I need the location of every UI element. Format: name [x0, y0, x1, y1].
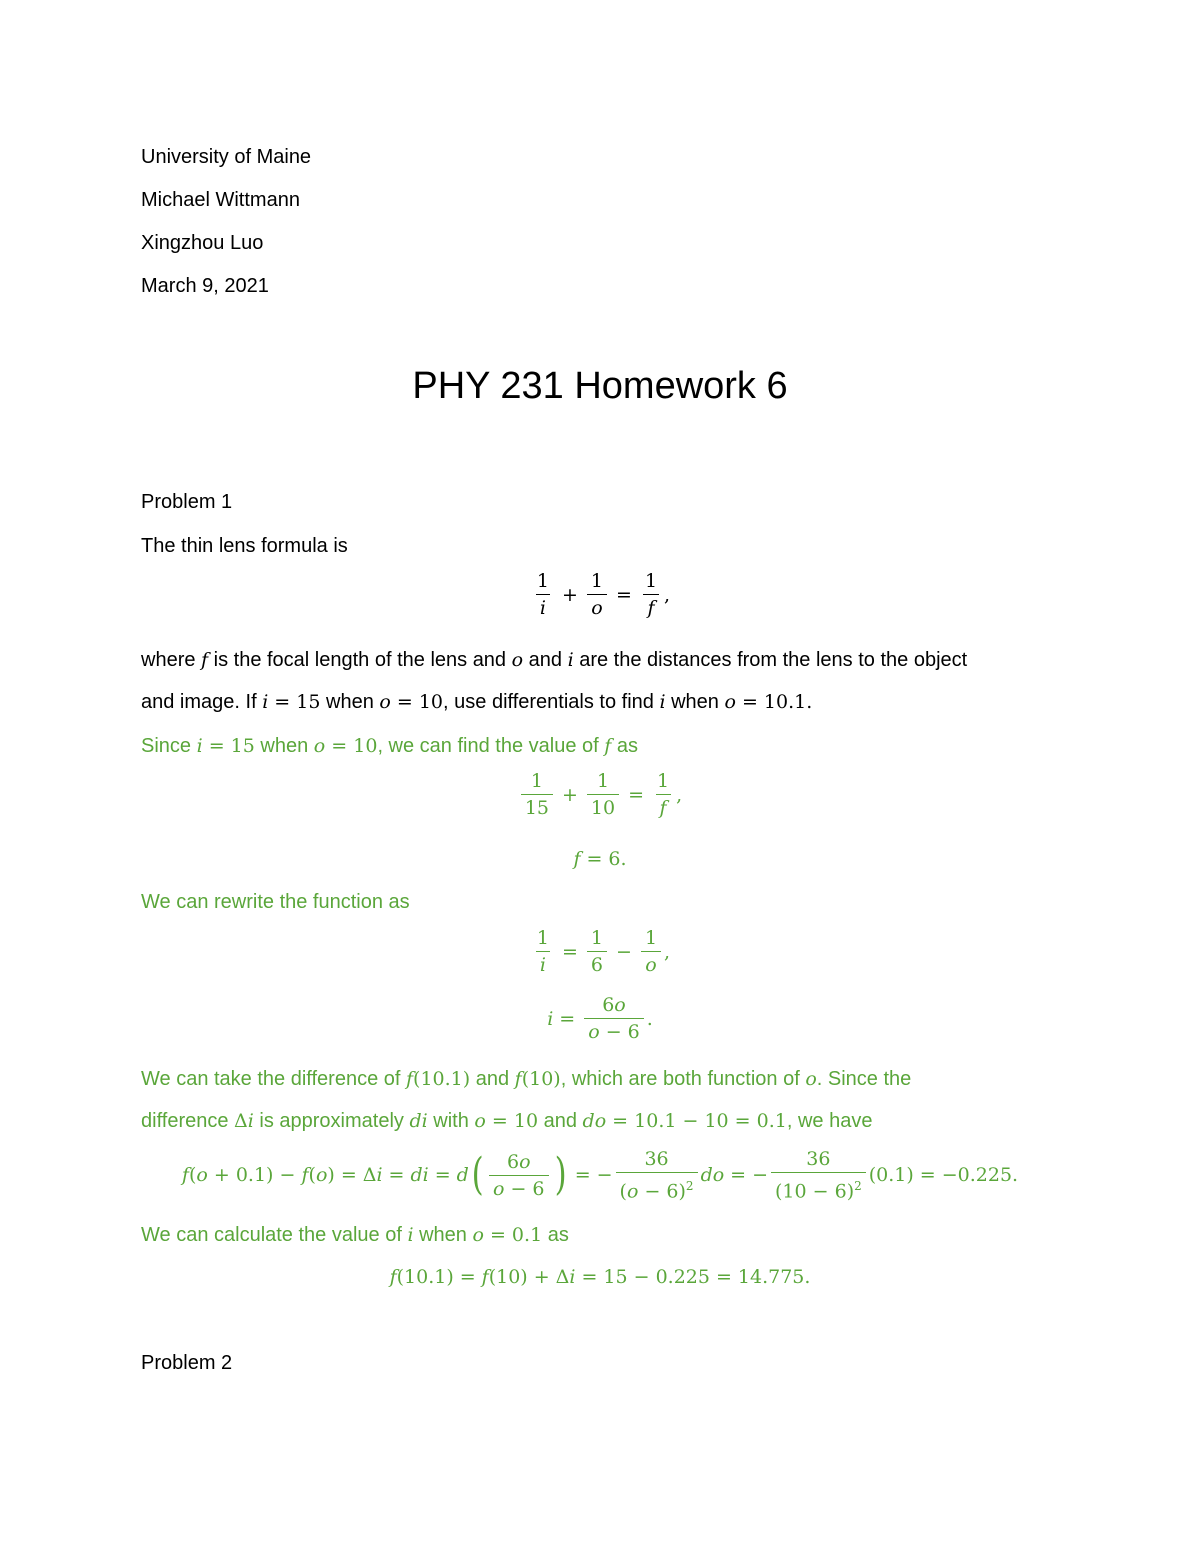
and-image-line: and image. If i = 15 when o = 10, use differentials to find i when o = 10.1. — [141, 691, 813, 713]
fraction-one-over-i: $\frac{1}{i}$ — [536, 570, 549, 619]
rewrite-line: We can rewrite the function as — [141, 891, 410, 913]
differential-equation: f ( o + 0.1) − f ( o ) = Δ i = di = d ( $\frac{6o}{o - 6}$ ) = − $\frac{36}{(o - 6)^2}$ do = − $\frac{36}{(10 - 6)^2}$ (0.1) = −0.225. — [181, 1148, 1019, 1203]
difference-line: We can take the difference of f(10.1) and f(10), which are both function of o. Since the — [141, 1068, 912, 1090]
since-line: Since i = 15 when o = 10, we can find the value of f as — [141, 735, 638, 757]
where-line: where f is the focal length of the lens and o and i are the distances from the lens to the object — [141, 649, 968, 671]
approx-line: difference Δi is approximately di with o = 10 and do = 10.1 − 10 = 0.1, we have — [141, 1110, 873, 1132]
problem-1-heading: Problem 1 — [141, 491, 233, 513]
problem-2-heading: Problem 2 — [141, 1352, 233, 1374]
problem-1-intro: The thin lens formula is — [141, 535, 348, 557]
rewrite-equation: $\frac{1}{i}$ = $\frac{1}{6}$ − $\frac{1}{o}$ , — [536, 927, 671, 976]
date-line: March 9, 2021 — [141, 275, 269, 297]
university-line: University of Maine — [141, 146, 312, 168]
i-expression: i = $\frac{6o}{o - 6}$ . — [547, 994, 653, 1043]
instructor-line: Michael Wittmann — [141, 189, 300, 211]
thin-lens-formula: $\frac{1}{i}$ + $\frac{1}{o}$ = $\frac{1}{f}$ , — [0, 570, 1200, 619]
focal-result: f = 6. — [573, 848, 627, 870]
final-result: f (10.1) = f (10) + Δ i = 15 − 0.225 = 14.775. — [389, 1266, 811, 1288]
focal-equation: $\frac{1}{15}$ + $\frac{1}{10}$ = $\frac{1}{f}$ , — [0, 770, 1200, 819]
fraction-one-over-o: $\frac{1}{o}$ — [587, 570, 607, 619]
calculate-line: We can calculate the value of i when o = 0.1 as — [141, 1224, 569, 1246]
fraction-one-over-f: $\frac{1}{f}$ — [644, 570, 658, 619]
page-title: PHY 231 Homework 6 — [412, 365, 788, 407]
student-line: Xingzhou Luo — [141, 232, 264, 254]
